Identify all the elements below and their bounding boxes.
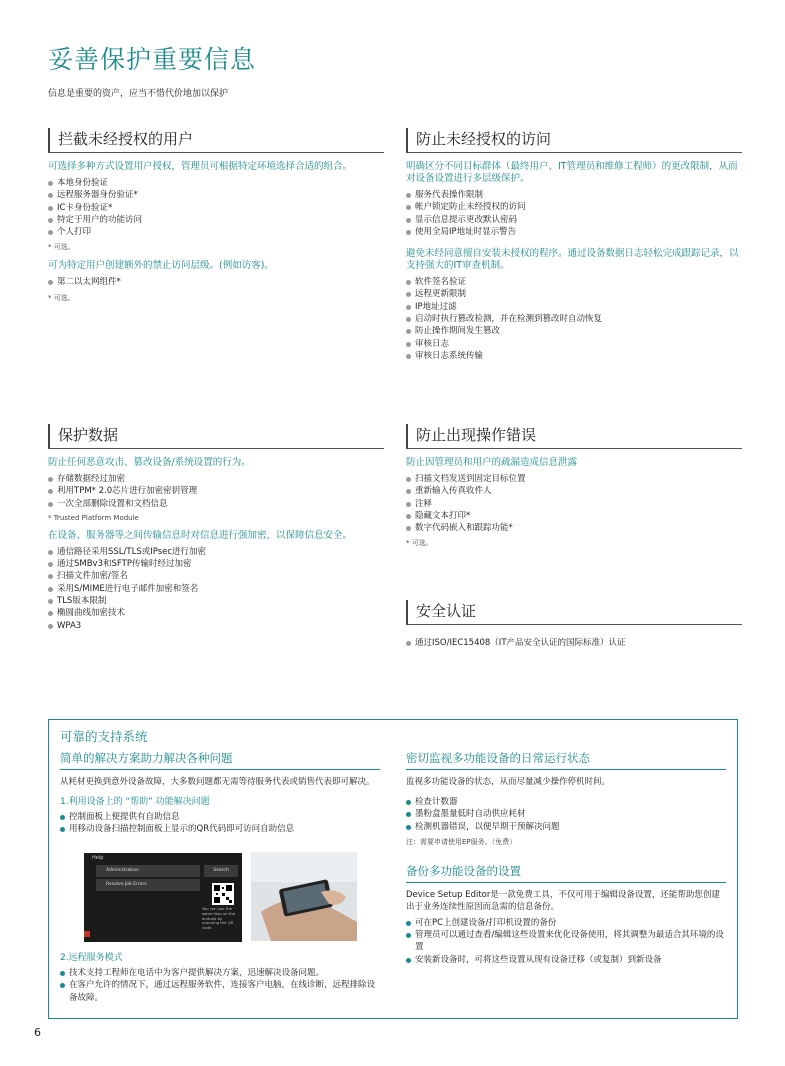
list-item: 用移动设备扫描控制面板上显示的QR代码即可访问自助信息 [60, 823, 380, 835]
list-item: 控制面板上便提供有自助信息 [60, 811, 380, 823]
list-item: 在客户允许的情况下，通过远程服务软件，连接客户电脑，在线诊断，远程排除设备故障。 [60, 979, 380, 1004]
feature-list [48, 473, 384, 510]
support-list [406, 796, 726, 833]
list-item: 远程更新限制 [406, 288, 742, 300]
support-left-column [60, 750, 380, 836]
support-subheading: 1.利用设备上的 “帮助” 功能解决问题 [60, 797, 210, 807]
support-text: 监视多功能设备的状态，从而尽量减少操作停机时间。 [406, 777, 611, 787]
footnote: * 可选。 [48, 243, 75, 252]
list-item: WPA3 [48, 620, 384, 632]
support-right-column [406, 750, 726, 966]
list-item: 通过SMBv3和SFTP传输时经过加密 [48, 558, 384, 570]
list-item: 采用S/MIME进行电子邮件加密和签名 [48, 583, 384, 595]
section-lead: 可选择多种方式设置用户授权，管理员可根据特定环境选择合适的组合。 [48, 161, 353, 172]
list-item: 个人打印 [48, 226, 384, 238]
screen-title: Help [92, 855, 104, 861]
feature-list [48, 546, 384, 632]
list-item: 墨粉盒墨量低时自动供应耗材 [406, 808, 726, 820]
support-list [406, 917, 726, 966]
section-lead: 防止任何恶意攻击、篡改设备/系统设置的行为。 [48, 457, 251, 468]
list-item: 检查计数器 [406, 796, 726, 808]
list-item: 第二以太网组件* [48, 276, 384, 288]
list-item: 技术支持工程师在电话中为客户提供解决方案，迅速解决设备问题。 [60, 967, 380, 979]
section-lead: 避免未经同意擅自安装未授权的程序。通过设备数据日志轻松完成跟踪记录，以支持强大的IT审查机制。 [406, 248, 739, 272]
feature-list [406, 473, 742, 534]
section-certification [406, 600, 742, 649]
section-unauthorized-users [48, 128, 384, 303]
page-number: 6 [34, 1026, 41, 1039]
list-item: 可在PC上创建设备/打印机设置的备份 [406, 917, 726, 929]
section-lead: 在设备、服务器等之间传输信息时对信息进行强加密，以保障信息安全。 [48, 529, 353, 541]
feature-list [48, 177, 384, 238]
list-item: 椭圆曲线加密技术 [48, 607, 384, 619]
list-item: 管理员可以通过查看/编辑这些设置来优化设备使用，将其调整为最适合其环境的设置 [406, 929, 726, 954]
list-item: 特定于用户的功能访问 [48, 214, 384, 226]
list-item: 帐户锁定防止未经授权的访问 [406, 201, 742, 213]
section-heading: 安全认证 [406, 600, 742, 625]
screen-qr-text: You can use the same help on the android by scanning the QR code. [202, 906, 236, 931]
footnote: * 可选。 [406, 539, 433, 548]
support-heading: 简单的解决方案助力解决各种问题 [60, 750, 380, 770]
list-item: 安装新设备时，可将这些设置从现有设备迁移（或复制）到新设备 [406, 954, 726, 966]
support-text: 从耗材更换到意外设备故障，大多数问题都无需等待服务代表或销售代表即可解决。 [60, 777, 375, 787]
section-heading: 拦截未经授权的用户 [48, 128, 384, 153]
feature-list [406, 637, 742, 649]
list-item: 使用全局IP地址时显示警告 [406, 226, 742, 238]
section-heading: 保护数据 [48, 424, 384, 449]
feature-list [406, 189, 742, 238]
list-item: 审核日志系统传输 [406, 350, 742, 362]
screen-menu-item: Administration [96, 865, 200, 877]
support-heading: 备份多功能设备的设置 [406, 863, 726, 883]
list-item: 通过ISO/IEC15408（IT产品安全认证的国际标准）认证 [406, 637, 742, 649]
list-item: 防止操作期间发生篡改 [406, 325, 742, 337]
support-heading: 密切监视多功能设备的日常运行状态 [406, 750, 726, 770]
list-item: 隐藏文本打印* [406, 510, 742, 522]
support-text: Device Setup Editor是一款免费工具，不仅可用于编辑设备设置，还能帮助您创建出于业务连续性原因而急需的信息备份。 [406, 889, 720, 912]
screen-home-icon [84, 931, 90, 937]
list-item: 显示信息提示更改默认密码 [406, 214, 742, 226]
list-item: TLS版本限制 [48, 595, 384, 607]
list-item: 本地身份验证 [48, 177, 384, 189]
section-lead: 可为特定用户创建额外的禁止访问层级。(例如访客)。 [48, 260, 274, 272]
list-item: 扫描文档发送到固定目标位置 [406, 473, 742, 485]
list-item: 注释 [406, 498, 742, 510]
list-item: 扫描文件加密/签名 [48, 570, 384, 582]
list-item: 软件签名验证 [406, 276, 742, 288]
section-heading: 防止未经授权的访问 [406, 128, 742, 153]
support-list [60, 811, 380, 836]
footnote: * 可选。 [48, 293, 75, 302]
list-item: 存储数据经过加密 [48, 473, 384, 485]
screen-search: Search [204, 865, 238, 877]
feature-list [406, 276, 742, 362]
list-item: 重新输入传真收件人 [406, 485, 742, 497]
support-note: 注：需要申请使用EP服务。（免费） [406, 837, 517, 846]
list-item: 审核日志 [406, 338, 742, 350]
support-title: 可靠的支持系统 [60, 729, 148, 744]
footnote: * Trusted Platform Module [48, 513, 139, 522]
phone-photo [251, 852, 357, 941]
section-lead: 防止因管理员和用户的疏漏造成信息泄露 [406, 457, 578, 468]
list-item: 检测机器错误，以便早期干预解决问题 [406, 821, 726, 833]
list-item: 一次全部删除设置和文档信息 [48, 498, 384, 510]
qr-code-icon [212, 883, 234, 905]
support-list [60, 967, 380, 1004]
control-panel-screenshot [84, 853, 242, 942]
list-item: IP地址过滤 [406, 301, 742, 313]
page-subtitle: 信息是重要的资产，应当不惜代价地加以保护 [48, 89, 229, 99]
support-subheading: 2.远程服务模式 [60, 953, 123, 963]
list-item: IC卡身份验证* [48, 202, 384, 214]
list-item: 通信路径采用SSL/TLS或IPsec进行加密 [48, 546, 384, 558]
list-item: 服务代表操作限制 [406, 189, 742, 201]
support-left-column-lower [60, 950, 380, 1004]
section-lead: 明确区分不同目标群体（最终用户、IT管理员和维修工程师）的更改限制，从而对设备设置进行多层级保护。 [406, 161, 738, 184]
screen-menu-item: Resolve Job Errors [96, 879, 200, 891]
section-unauthorized-access [406, 128, 742, 362]
list-item: 启动时执行篡改检测，并在检测到篡改时自动恢复 [406, 313, 742, 325]
page-title: 妥善保护重要信息 [48, 45, 257, 74]
list-item: 利用TPM* 2.0芯片进行加密密钥管理 [48, 485, 384, 497]
section-heading: 防止出现操作错误 [406, 424, 742, 449]
list-item: 远程服务器身份验证* [48, 189, 384, 201]
feature-list [48, 276, 384, 288]
list-item: 数字代码嵌入和跟踪功能* [406, 522, 742, 534]
section-protect-data [48, 424, 384, 632]
section-operation-errors [406, 424, 742, 548]
